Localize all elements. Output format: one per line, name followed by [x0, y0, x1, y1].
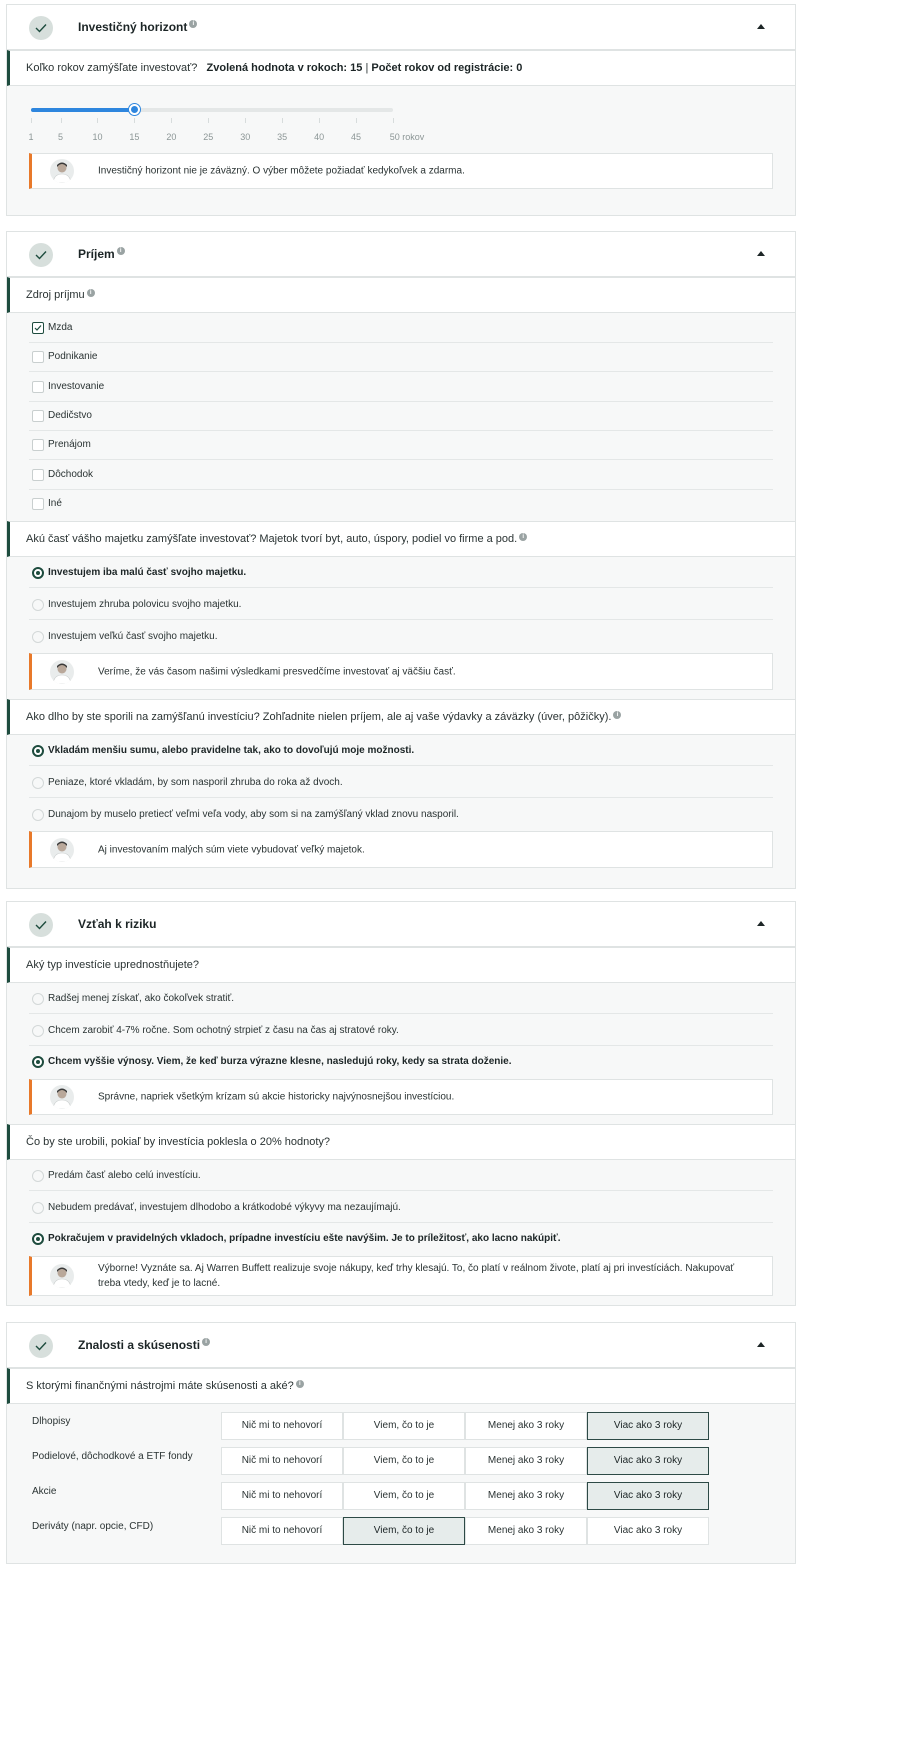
info-icon[interactable]: i: [202, 1338, 210, 1346]
check-icon: [29, 1334, 53, 1358]
option-label: Podnikanie: [48, 351, 98, 363]
radio-option[interactable]: [29, 1162, 773, 1191]
slider-tick-label: 15: [129, 132, 140, 142]
instrument-label: Dlhopisy: [32, 1416, 71, 1427]
radio-option[interactable]: [29, 1194, 773, 1223]
section-title: Vzťah k riziku: [78, 917, 157, 931]
slider-tickmark: [393, 118, 394, 123]
advisor-avatar: [50, 159, 74, 183]
radio-option[interactable]: [29, 559, 773, 588]
radio-button[interactable]: [32, 777, 44, 789]
radio-button[interactable]: [32, 631, 44, 643]
tip-text: Veríme, že vás časom našimi výsledkami presvedčíme investovať aj väčšiu časť.: [98, 666, 456, 677]
experience-option-button[interactable]: Menej ako 3 roky: [465, 1412, 587, 1440]
tip-text: Správne, napriek všetkým krízam sú akcie historicky najvýnosnejšou investíciou.: [98, 1091, 455, 1103]
experience-option-button[interactable]: Viac ako 3 roky: [587, 1517, 709, 1545]
slider-tick-label: 45: [351, 132, 362, 142]
checkbox[interactable]: [32, 498, 44, 510]
info-icon[interactable]: i: [189, 20, 197, 28]
checkbox[interactable]: [32, 439, 44, 451]
experience-option-button[interactable]: Nič mi to nehovorí: [221, 1517, 343, 1545]
radio-option[interactable]: [29, 591, 773, 620]
checkbox[interactable]: [32, 351, 44, 363]
slider-tickmark: [97, 118, 98, 123]
tip-text: Aj investovaním malých súm viete vybudovať veľký majetok.: [98, 844, 365, 855]
section-header[interactable]: [7, 5, 795, 50]
radio-selected[interactable]: [32, 1056, 44, 1068]
instrument-label: Akcie: [32, 1486, 57, 1497]
tip-text: Výborne! Vyznáte sa. Aj Warren Buffett realizuje svoje nákupy, keď trhy klesajú. To, čo platí v reálnom živote, platí aj pri investíciách. Nakupovať treba vtedy, keď je to lacné.: [98, 1263, 735, 1289]
advisor-avatar: [50, 1264, 74, 1288]
experience-option-button[interactable]: Viem, čo to je: [343, 1482, 465, 1510]
option-label: Dedičstvo: [48, 409, 92, 421]
slider-handle[interactable]: [129, 104, 140, 115]
radio-option[interactable]: [29, 1048, 773, 1077]
option-label: Iné: [48, 497, 62, 509]
info-icon[interactable]: i: [117, 247, 125, 255]
tip-text: Investičný horizont nie je záväzný. O výber môžete požiadať kedykoľvek a zdarma.: [98, 165, 465, 177]
checkbox-option[interactable]: [29, 490, 773, 519]
slider-fill: [31, 108, 134, 112]
tip-investment-type: [29, 1079, 773, 1115]
radio-selected[interactable]: [32, 745, 44, 757]
checkbox-checked[interactable]: [32, 322, 44, 334]
slider-tickmarks: [31, 118, 393, 123]
radio-button[interactable]: [32, 1202, 44, 1214]
radio-option[interactable]: [29, 737, 773, 766]
question-investment-type: [7, 947, 795, 983]
tip-saving: [29, 831, 773, 868]
slider-tickmark: [171, 118, 172, 123]
checkbox-option[interactable]: [29, 343, 773, 372]
slider-tickmark: [31, 118, 32, 123]
question-horizon: [7, 50, 795, 86]
checkbox-option[interactable]: [29, 461, 773, 490]
experience-row: [29, 1482, 773, 1510]
experience-option-button[interactable]: Nič mi to nehovorí: [221, 1412, 343, 1440]
question-text: Čo by ste urobili, pokiaľ by investícia poklesla o 20% hodnoty?: [26, 1136, 331, 1148]
check-icon: [29, 243, 53, 267]
slider-tickmark: [208, 118, 209, 123]
checkbox-option[interactable]: [29, 431, 773, 460]
chevron-up-icon[interactable]: [757, 24, 765, 29]
tip-drop: [29, 1256, 773, 1296]
checkbox[interactable]: [32, 469, 44, 481]
check-icon: [29, 16, 53, 40]
checkbox-option[interactable]: [29, 373, 773, 402]
experience-option-button[interactable]: Menej ako 3 roky: [465, 1482, 587, 1510]
option-label: Vkladám menšiu sumu, alebo pravidelne tak, ako to dovoľujú moje možnosti.: [48, 745, 415, 756]
slider-tick-label: 50 rokov: [389, 132, 425, 142]
section-title: Znalosti a skúsenosti i: [78, 1338, 210, 1352]
slider-tick-label: 25: [203, 132, 214, 142]
question-text: Zdroj príjmu i: [26, 289, 95, 301]
radio-button[interactable]: [32, 993, 44, 1005]
option-label: Mzda: [48, 322, 73, 333]
section-investment-horizon: [6, 4, 796, 216]
chevron-up-icon[interactable]: [757, 921, 765, 926]
slider-tick-label: 10: [92, 132, 103, 142]
checkbox-option[interactable]: [29, 314, 773, 343]
radio-option[interactable]: [29, 769, 773, 798]
experience-option-button[interactable]: Menej ako 3 roky: [465, 1447, 587, 1475]
section-income: [6, 231, 796, 889]
slider-tick-label: 35: [277, 132, 288, 142]
question-saving: [7, 699, 795, 735]
section-header[interactable]: [7, 232, 795, 277]
section-knowledge: [6, 1322, 796, 1564]
horizon-slider[interactable]: [31, 108, 393, 112]
slider-tick-label: 5: [58, 132, 64, 142]
tip-assets: [29, 653, 773, 690]
experience-option-button[interactable]: Nič mi to nehovorí: [221, 1482, 343, 1510]
question-assets: [7, 521, 795, 557]
slider-tickmark: [245, 118, 246, 123]
radio-selected[interactable]: [32, 1233, 44, 1245]
option-label: Dôchodok: [48, 468, 94, 480]
info-icon[interactable]: i: [296, 1380, 304, 1388]
chevron-up-icon[interactable]: [757, 251, 765, 256]
check-icon: [29, 913, 53, 937]
selected-value: Zvolená hodnota v rokoch: 15: [206, 62, 363, 74]
checkbox-option[interactable]: [29, 402, 773, 431]
experience-option-button[interactable]: Viem, čo to je: [343, 1412, 465, 1440]
slider-tick-label: 40: [314, 132, 325, 142]
info-icon[interactable]: i: [519, 533, 527, 541]
question-text: Ako dlho by ste sporili na zamýšľanú investíciu? Zohľadnite nielen príjem, ale aj vaše výdavky a záväzky (úver, pôžičky). i: [26, 711, 621, 723]
radio-selected[interactable]: [32, 567, 44, 579]
slider-tickmark: [134, 118, 135, 123]
question-text: S ktorými finančnými nástrojmi máte skúsenosti a aké? i: [26, 1380, 304, 1392]
question-text: Koľko rokov zamýšľate investovať? Zvolená hodnota v rokoch: 15 | Počet rokov od registrácie: 0: [26, 62, 523, 74]
experience-option-button[interactable]: Viac ako 3 roky: [587, 1482, 709, 1510]
experience-option-button[interactable]: Menej ako 3 roky: [465, 1517, 587, 1545]
years-since-registration: Počet rokov od registrácie: 0: [371, 62, 523, 74]
info-icon[interactable]: i: [87, 289, 95, 297]
option-label: Prenájom: [48, 439, 91, 451]
section-header[interactable]: [7, 1323, 795, 1368]
experience-option-button[interactable]: Viem, čo to je: [343, 1517, 465, 1545]
slider-tickmark: [61, 118, 62, 123]
experience-row: [29, 1517, 773, 1545]
experience-option-button[interactable]: Viac ako 3 roky: [587, 1447, 709, 1475]
radio-option[interactable]: [29, 985, 773, 1014]
advisor-avatar: [50, 838, 74, 862]
section-title: Investičný horizont i: [78, 20, 197, 34]
slider-tick-label: 20: [166, 132, 177, 142]
checkbox[interactable]: [32, 410, 44, 422]
experience-option-button[interactable]: Viem, čo to je: [343, 1447, 465, 1475]
experience-row: [29, 1412, 773, 1440]
radio-option[interactable]: [29, 1225, 773, 1254]
option-label: Nebudem predávať, investujem dlhodobo a krátkodobé výkyvy ma nezaujímajú.: [48, 1201, 401, 1213]
option-label: Chcem vyššie výnosy. Viem, že keď burza výrazne klesne, nasledujú roky, kedy sa strata doženie.: [48, 1056, 512, 1067]
advisor-avatar: [50, 1085, 74, 1109]
option-label: Investujem iba malú časť svojho majetku.: [48, 567, 247, 578]
option-label: Investovanie: [48, 380, 105, 392]
option-label: Dunajom by muselo pretiecť veľmi veľa vody, aby som si na zamýšľaný vklad znovu nasporil.: [48, 809, 459, 820]
option-label: Radšej menej získať, ako čokoľvek stratiť.: [48, 993, 235, 1004]
instrument-label: Deriváty (napr. opcie, CFD): [32, 1521, 154, 1532]
radio-option[interactable]: [29, 801, 773, 830]
section-header[interactable]: [7, 902, 795, 947]
slider-tickmark: [356, 118, 357, 123]
chevron-up-icon[interactable]: [757, 1342, 765, 1347]
option-label: Investujem veľkú časť svojho majetku.: [48, 631, 218, 642]
section-title: Príjem i: [78, 247, 125, 261]
radio-button[interactable]: [32, 809, 44, 821]
slider-tickmark: [282, 118, 283, 123]
question-text: Akú časť vášho majetku zamýšľate investovať? Majetok tvorí byt, auto, úspory, podiel vo firme a pod. i: [26, 533, 527, 545]
slider-tickmark: [319, 118, 320, 123]
option-label: Pokračujem v pravidelných vkladoch, prípadne investíciu ešte navýšim. Je to príležitosť, ako lacno nakúpiť.: [48, 1233, 561, 1244]
section-risk: [6, 901, 796, 1306]
question-drop: [7, 1124, 795, 1160]
option-label: Predám časť alebo celú investíciu.: [48, 1170, 201, 1181]
radio-button[interactable]: [32, 599, 44, 611]
radio-button[interactable]: [32, 1025, 44, 1037]
slider-tick-label: 30: [240, 132, 251, 142]
checkbox[interactable]: [32, 381, 44, 393]
radio-option[interactable]: [29, 1017, 773, 1046]
tip-horizon: [29, 153, 773, 189]
advisor-avatar: [50, 660, 74, 684]
option-label: Peniaze, ktoré vkladám, by som nasporil zhruba do roka až dvoch.: [48, 777, 343, 788]
question-experience: [7, 1368, 795, 1404]
experience-option-button[interactable]: Viac ako 3 roky: [587, 1412, 709, 1440]
question-income-source: [7, 277, 795, 313]
experience-option-button[interactable]: Nič mi to nehovorí: [221, 1447, 343, 1475]
experience-row: [29, 1447, 773, 1475]
radio-option[interactable]: [29, 623, 773, 652]
radio-button[interactable]: [32, 1170, 44, 1182]
option-label: Chcem zarobiť 4-7% ročne. Som ochotný strpieť z času na čas aj stratové roky.: [48, 1024, 399, 1036]
instrument-label: Podielové, dôchodkové a ETF fondy: [32, 1451, 193, 1462]
option-label: Investujem zhruba polovicu svojho majetku.: [48, 599, 242, 610]
slider-tick-label: 1: [28, 132, 34, 142]
info-icon[interactable]: i: [613, 711, 621, 719]
question-text: Aký typ investície uprednostňujete?: [26, 959, 200, 971]
